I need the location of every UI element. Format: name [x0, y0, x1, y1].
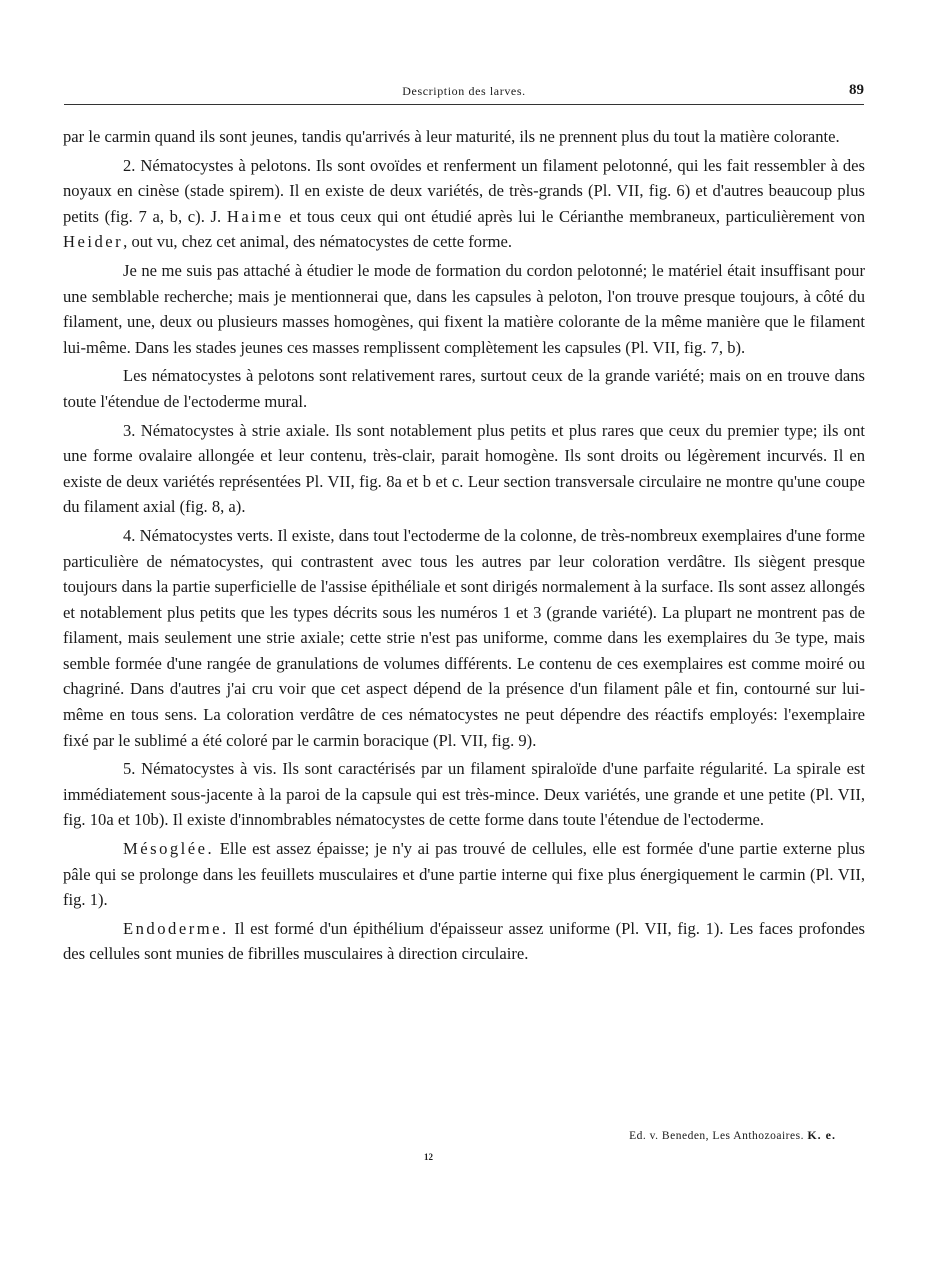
paragraph-nematocystes-verts: 4. Nématocystes verts. Il existe, dans tout l'ectoderme de la colonne, de très-nombreux exemplaires d'une forme particulière de nématocystes, qui contrastent avec tous les autres par leur coloration verdâtre. Ils siègent presque toujours dans la partie superficielle de l'assise épithéliale et sont dirigés normalement à la surface. Ils sont assez allongés et notablement plus petits que les types décrits sous les numéros 1 et 3 (grande variété). La plupart ne montrent pas de filament, mais seulement une strie axiale; cette strie n'est pas uniforme, comme dans les exemplaires du 3e type, mais semble formée d'une rangée de granulations de volumes différents. Le contenu de ces exemplaires est comme moiré ou chagriné. Dans d'autres j'ai cru voir que cet aspect dépend de la présence d'un filament pâle et fin, contourné sur lui-même en tous sens. La coloration verdâtre de ces nématocystes ne peut dépendre des réactifs employés: l'exemplaire fixé par le sublimé a été coloré par le carmin boracique (Pl. VII, fig. 9).	[63, 525, 865, 750]
paragraph-nematocystes-pelotons: 2. Nématocystes à pelotons. Ils sont ovoïdes et renferment un filament pelotonné, qui les fait ressembler à des noyaux en cinèse (stade spirem). Il en existe de deux variétés, de très-grands (Pl. VII, fig. 6) et d'autres beaucoup plus petits (fig. 7 a, b, c). J. Haime et tous ceux qui ont étudié après lui le Cérianthe membraneux, particulièrement von Heider, out vu, chez cet animal, des nématocystes de cette forme.	[63, 155, 865, 252]
running-header	[64, 82, 864, 105]
paragraph-pelotons-rares: Les nématocystes à pelotons sont relativement rares, surtout ceux de la grande variété; mais on en trouve dans toute l'étendue de l'ectoderme mural.	[63, 366, 865, 411]
paragraph-nematocystes-vis: 5. Nématocystes à vis. Ils sont caractérisés par un filament spiraloïde d'une parfaite régularité. La spirale est immédiatement sous-jacente à la paroi de la capsule qui est très-mince. Deux variétés, une grande et une petite (Pl. VII, fig. 10a et 10b). Il existe d'innombrables nématocystes de cette forme dans toute l'étendue de l'ectoderme.	[63, 759, 865, 830]
spaced-term: Endoderme.	[123, 918, 229, 938]
paragraph-strie-axiale: 3. Nématocystes à strie axiale. Ils sont notablement plus petits et plus rares que ceux du premier type; ils ont une forme ovalaire allongée et leur contenu, très-clair, parait homogène. Ils sont droits ou légèrement incurvés. Il en existe de deux variétés représentées Pl. VII, fig. 8a et b et c. Leur section transversale circulaire ne montre qu'une coupe du filament axial (fig. 8, a).	[63, 420, 865, 517]
paragraph-continuation: par le carmin quand ils sont jeunes, tandis qu'arrivés à leur maturité, ils ne prennent plus du tout la matière colorante.	[63, 127, 840, 146]
signature-mark: 12	[424, 1152, 433, 1162]
running-title: Description des larves.	[402, 84, 526, 98]
footer-source-text: Ed. v. Beneden, Les Anthozoaires.	[629, 1130, 804, 1142]
paragraph-cordon-pelotonne: Je ne me suis pas attaché à étudier le mode de formation du cordon pelotonné; le matériel était insuffisant pour une semblable recherche; mais je mentionnerai que, dans les capsules à peloton, l'on trouve presque toujours, à côté du filament, une, deux ou plusieurs masses homogènes, qui fixent la matière colorante de la même manière que le filament lui-même. Dans les stades jeunes ces masses remplissent complètement les capsules (Pl. VII, fig. 7, b).	[63, 260, 865, 357]
paragraph-mesoglee: Mésoglée. Elle est assez épaisse; je n'y ai pas trouvé de cellules, elle est formée d'une partie externe plus pâle qui se prolonge dans les feuillets musculaires et d'une partie interne qui fixe plus énergiquement le carmin (Pl. VII, fig. 1).	[63, 839, 865, 910]
spaced-term: Heider	[63, 232, 124, 252]
body-text	[63, 124, 865, 967]
spaced-term: Mésoglée.	[123, 839, 215, 859]
footer-mark: K. e.	[807, 1128, 836, 1142]
page-number: 89	[849, 82, 864, 98]
paragraph-endoderme: Endoderme. Il est formé d'un épithélium d'épaisseur assez uniforme (Pl. VII, fig. 1). Les faces profondes des cellules sont munies de fibrilles musculaires à direction circulaire.	[63, 918, 865, 964]
spaced-term: Haime	[226, 206, 284, 226]
footer-source	[500, 1128, 836, 1143]
